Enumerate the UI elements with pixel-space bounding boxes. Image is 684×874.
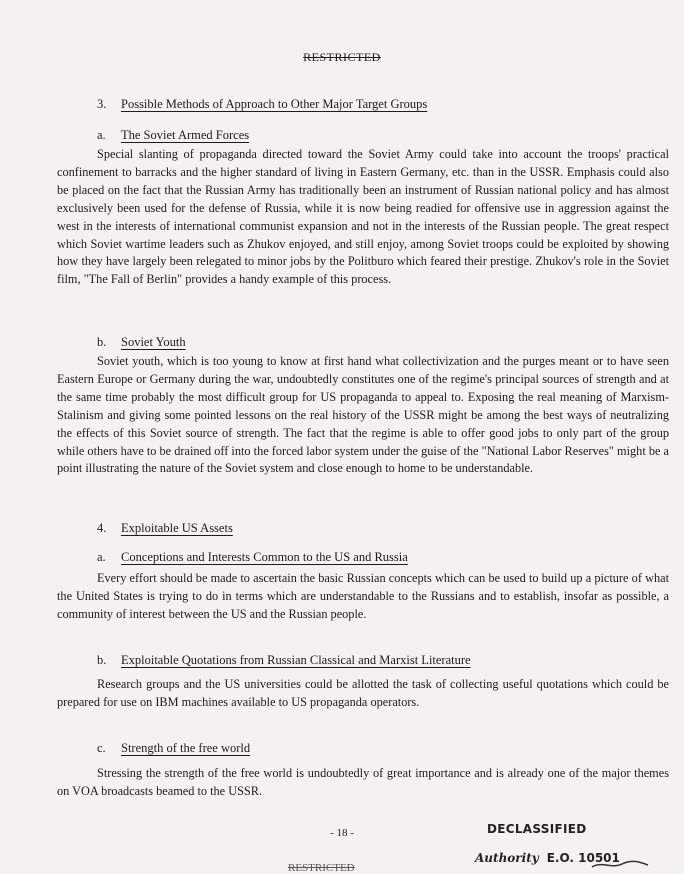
page-number: - 18 - — [330, 827, 354, 839]
section-4c-heading: c. Strength of the free world — [97, 741, 251, 755]
paragraph-free-world: Stressing the strength of the free world is undoubtedly of great importance and is already one of the major themes on VOA broadcasts beamed to the USSR. — [57, 766, 669, 798]
classification-header — [0, 50, 684, 65]
authority-signature: Authority — [475, 851, 539, 865]
section-3a-title: The Soviet Armed Forces — [121, 128, 250, 142]
section-3a-heading: a. The Soviet Armed Forces — [97, 128, 250, 142]
section-4a-heading: a. Conceptions and Interests Common to the US and Russia — [97, 550, 408, 564]
footer-classification: RESTRICTED — [288, 862, 355, 874]
declassified-stamp: DECLASSIFIED — [487, 822, 587, 836]
section-3-title: Possible Methods of Approach to Other Major Target Groups — [121, 97, 428, 111]
section-3b-title: Soviet Youth — [121, 335, 186, 349]
section-4-title: Exploitable US Assets — [121, 521, 233, 535]
section-4a-title: Conceptions and Interests Common to the US and Russia — [121, 550, 408, 564]
paragraph-common-interests: Every effort should be made to ascertain the basic Russian concepts which can be used to build up a picture of what the United States is trying to do in terms which are understandable to the Russians and to establish, insofar as possible, a community of interest between the US and the Russian people. — [57, 571, 669, 621]
section-4b-title: Exploitable Quotations from Russian Classical and Marxist Literature — [121, 653, 471, 667]
section-4-heading: 4. Exploitable US Assets — [97, 521, 233, 535]
section-3-heading: 3. Possible Methods of Approach to Other Major Target Groups — [97, 97, 428, 111]
eo-number: E.O. 10501 — [546, 851, 620, 865]
classification-text: RESTRICTED — [303, 50, 381, 64]
paragraph-quotations: Research groups and the US universities could be allotted the task of collecting useful quotations which could be prepared for use on IBM machines available to US propaganda operators. — [57, 677, 669, 709]
signature-scrawl-icon — [590, 858, 650, 870]
section-3b-heading: b. Soviet Youth — [97, 335, 186, 349]
paragraph-armed-forces: Special slanting of propaganda directed toward the Soviet Army could take into account the troops' practical confinement to barracks and the higher standard of living in Eastern Germany, etc. than in the USSR. Emphasis could also be placed on the fact that the Russian Army has traditionally been an instrument of Russian national policy and has almost exclusively been used for the defense of Russia, while it is now being readied for offensive use in aggression against the west in the interests of international communist expansion and not in the interests of the Russian people. The great respect which Soviet wartime leaders such as Zhukov enjoyed, and still enjoy, among Soviet troops could be exploited by showing how they have largely been relegated to minor jobs by the Politburo which feared their prestige. Zhukov's role in the Soviet film, "The Fall of Berlin" provides a handy example of this process. — [57, 147, 669, 287]
section-4c-title: Strength of the free world — [121, 741, 251, 755]
section-4b-heading: b. Exploitable Quotations from Russian Classical and Marxist Literature — [97, 653, 471, 667]
paragraph-soviet-youth: Soviet youth, which is too young to know at first hand what collectivization and the purges meant or to have seen Eastern Europe or Germany during the war, undoubtedly constitutes one of the regime's principal sources of strength and at the same time probably the most difficult group for US propaganda to appeal to. Exposing the real meaning of Marxism-Stalinism and giving some pointed lessons on the real history of the USSR might be among the best ways of neutralizing the effects of this Soviet source of strength. The fact that the regime is able to offer good jobs to only part of the group while others have to be drained off into the forced labor system under the guise of the "National Labor Reserves" might be a point illustrating the nature of the Soviet system and close enough to home to be understandable. — [57, 354, 669, 476]
